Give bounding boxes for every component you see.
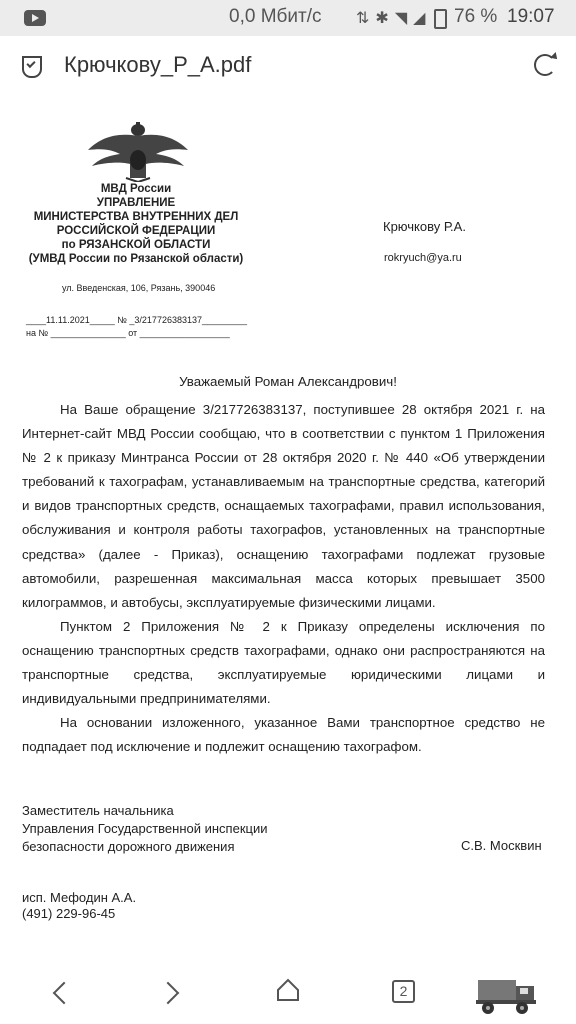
greeting: Уважаемый Роман Александрович! (179, 374, 397, 389)
org-line: МВД России (100, 183, 172, 195)
signer-title (22, 802, 267, 856)
clock: 19:07 (507, 6, 555, 27)
status-bar (0, 0, 576, 36)
letter-body (22, 398, 545, 759)
network-speed: 0,0 Мбит/с (229, 6, 322, 27)
sender-organization (26, 182, 246, 266)
home-icon[interactable] (276, 978, 300, 1002)
signal-icon: ◢ (413, 10, 432, 27)
body-paragraph: На основании изложенного, указанное Вами транспортное средство не подпадает под исключение и подлежит оснащению тахографом. (22, 715, 545, 755)
org-line: (УМВД России по Рязанской области) (28, 253, 244, 265)
executor-phone: (491) 229-96-45 (22, 906, 116, 921)
org-line: РОССИЙСКОЙ ФЕДЕРАЦИИ (56, 225, 216, 237)
emblem-eagle-icon (86, 120, 190, 182)
recipient-name: Крючкову Р.А. (383, 219, 466, 234)
reload-icon[interactable] (534, 54, 556, 76)
battery-level: 76 % (454, 6, 498, 27)
file-title: Крючкову_Р_А.pdf (64, 52, 252, 77)
youtube-notification-icon (24, 10, 46, 26)
signer-line: Управления Государственной инспекции (22, 821, 268, 836)
data-arrows-icon: ⇅ (356, 10, 376, 27)
executor-name: исп. Мефодин А.А. (22, 890, 137, 905)
signer-line: безопасности дорожного движения (22, 839, 235, 854)
shield-check-icon[interactable] (22, 56, 42, 78)
battery-icon (434, 9, 447, 29)
sender-address: ул. Введенская, 106, Рязань, 390046 (62, 283, 216, 293)
reference-line: на № _______________ от __________________ (26, 328, 230, 338)
body-paragraph: На Ваше обращение 3/217726383137, поступившее 28 октября 2021 г. на Интернет-сайт МВД России сообщаю, что в соответствии с пунктом 1 Приложения № 2 к приказу Минтранса России от 28 октября 2020 г. № 440 «Об утверждении требований к тахографам, устанавливаемым на транспортные средства, категорий и видов транспортных средств, оснащаемых тахографами, правил использования, обслуживания и контроля работы тахографов, установленных на транспортные средства» (далее - Приказ), оснащению тахографами подлежат грузовые автомобили, разрешенная максимальная масса которых превышает 3500 килограммов, и автобусы, эксплуатируемые физическими лицами. (22, 402, 545, 610)
truck-avatar-icon[interactable] (474, 972, 540, 1016)
body-paragraph: Пунктом 2 Приложения № 2 к Приказу определены исключения по оснащению транспортных средств тахографами, однако они распространяются на транспортные средства, эксплуатируемые юридическими лицами и индивидуальными предпринимателями. (22, 618, 545, 707)
recipient-email: rokryuch@ya.ru (384, 252, 462, 264)
registration-block (26, 314, 247, 340)
tabs-button[interactable]: 2 (392, 980, 415, 1003)
signer-line: Заместитель начальника (22, 803, 174, 818)
org-line: УПРАВЛЕНИЕ (96, 197, 176, 209)
wifi-icon: ◥ (394, 10, 414, 27)
bluetooth-icon: ✱ (375, 10, 395, 27)
executor-block (22, 890, 136, 922)
org-line: по РЯЗАНСКОЙ ОБЛАСТИ (61, 239, 211, 251)
signer-name: С.В. Москвин (461, 838, 542, 853)
registration-line: ____11.11.2021_____ № _3/217726383137_________ (26, 315, 248, 325)
status-icons (356, 8, 431, 28)
org-line: МИНИСТЕРСТВА ВНУТРЕННИХ ДЕЛ (33, 211, 239, 223)
